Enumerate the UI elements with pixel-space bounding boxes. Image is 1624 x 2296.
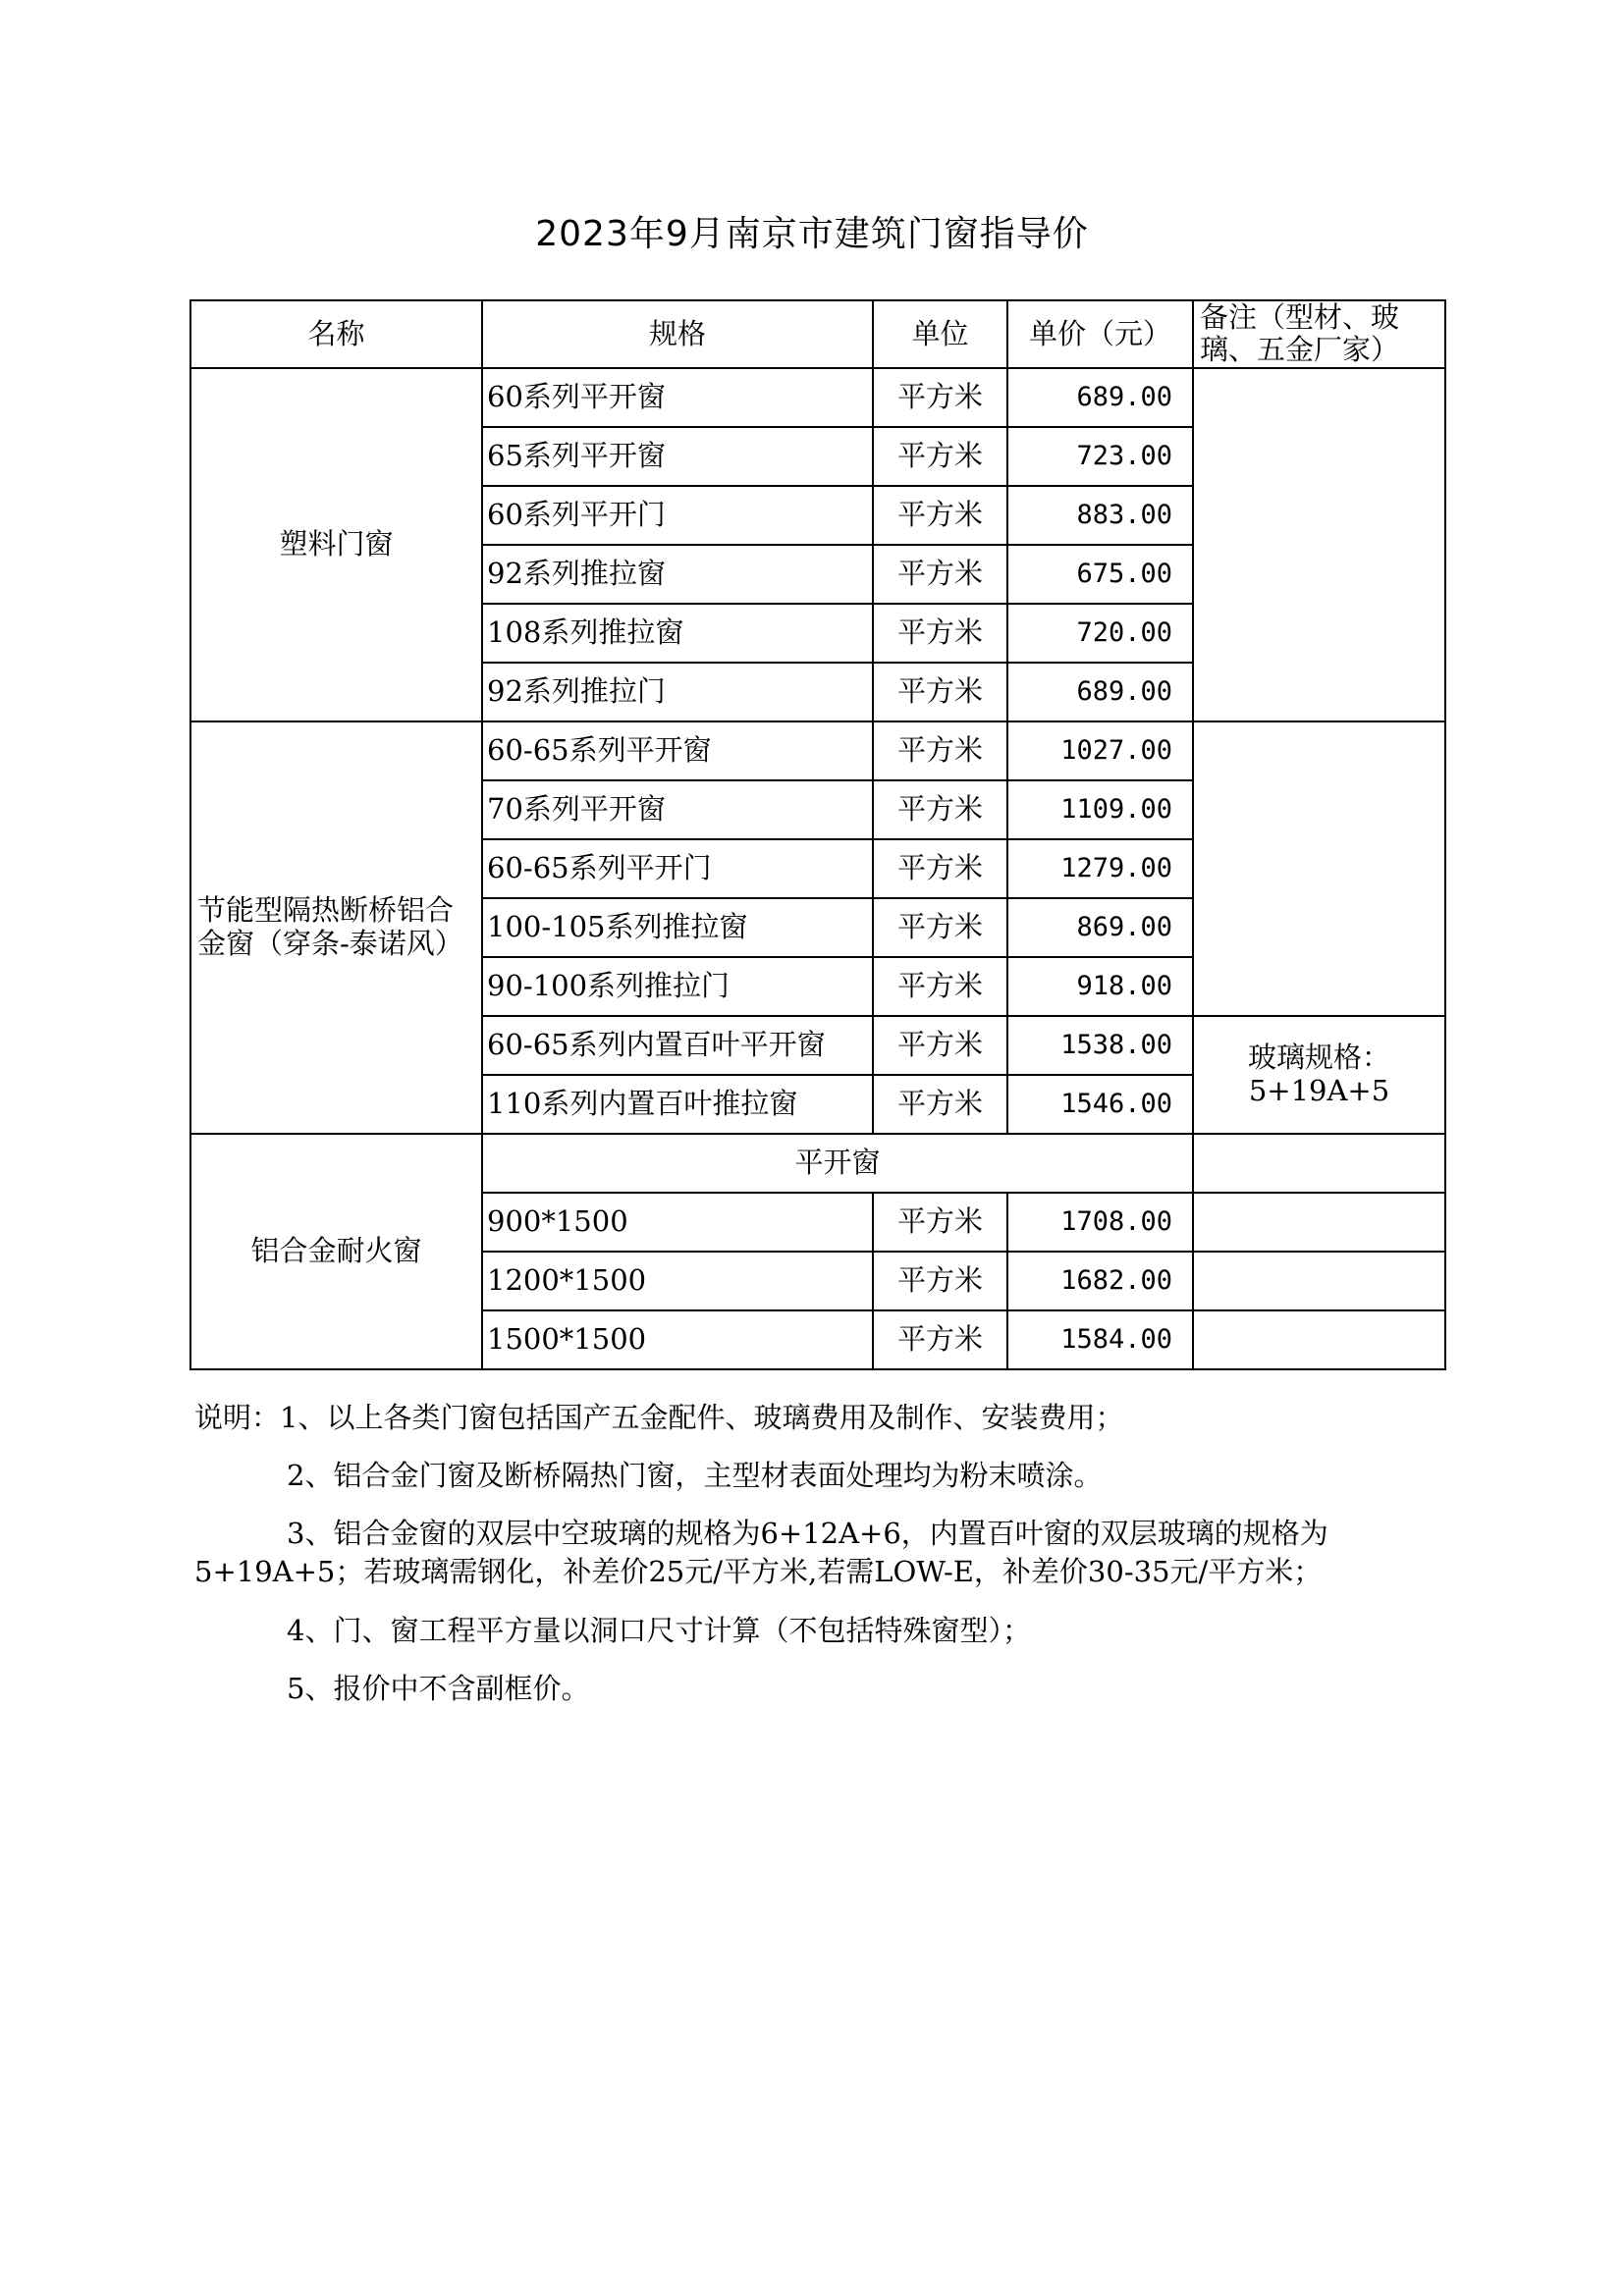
- price-cell: 689.00: [1007, 663, 1193, 721]
- group-name-thermal-break: 节能型隔热断桥铝合金窗（穿条-泰诺风）: [190, 721, 482, 1134]
- price-cell: 1027.00: [1007, 721, 1193, 780]
- note-cell-plastic: [1193, 368, 1445, 721]
- note-cell: [1193, 1252, 1445, 1310]
- note-cell: [1193, 1193, 1445, 1252]
- spec-cell: 90-100系列推拉门: [482, 957, 873, 1016]
- unit-cell: 平方米: [873, 604, 1007, 663]
- unit-cell: 平方米: [873, 368, 1007, 427]
- page-title: 2023年9月南京市建筑门窗指导价: [535, 214, 1089, 254]
- unit-cell: 平方米: [873, 780, 1007, 839]
- price-cell: 883.00: [1007, 486, 1193, 545]
- spec-cell: 110系列内置百叶推拉窗: [482, 1075, 873, 1134]
- unit-cell: 平方米: [873, 486, 1007, 545]
- note-line: 3、铝合金窗的双层中空玻璃的规格为6+12A+6，内置百叶窗的双层玻璃的规格为: [287, 1517, 1328, 1551]
- price-cell: 869.00: [1007, 898, 1193, 957]
- note-cell: [1193, 1310, 1445, 1369]
- spec-cell: 60系列平开门: [482, 486, 873, 545]
- group-name-fireproof: 铝合金耐火窗: [190, 1134, 482, 1369]
- spec-cell: 60-65系列平开门: [482, 839, 873, 898]
- spec-cell: 65系列平开窗: [482, 427, 873, 486]
- group-name-plastic: 塑料门窗: [190, 368, 482, 721]
- spec-cell: 1500*1500: [482, 1310, 873, 1369]
- unit-cell: 平方米: [873, 1193, 1007, 1252]
- explanation-notes: [194, 1399, 1451, 1728]
- price-cell: 1682.00: [1007, 1252, 1193, 1310]
- table-row: [190, 368, 1445, 427]
- price-cell: 720.00: [1007, 604, 1193, 663]
- header-unit: 单位: [873, 300, 1007, 368]
- header-price: 单价（元）: [1007, 300, 1193, 368]
- note-line: 4、门、窗工程平方量以洞口尺寸计算（不包括特殊窗型）；: [287, 1613, 1031, 1647]
- unit-cell: 平方米: [873, 1310, 1007, 1369]
- table-row: [190, 721, 1445, 780]
- unit-cell: 平方米: [873, 957, 1007, 1016]
- spec-cell: 60-65系列平开窗: [482, 721, 873, 780]
- unit-cell: 平方米: [873, 721, 1007, 780]
- price-cell: 1109.00: [1007, 780, 1193, 839]
- spec-cell: 70系列平开窗: [482, 780, 873, 839]
- note-line: 说明：1、以上各类门窗包括国产五金配件、玻璃费用及制作、安装费用；: [194, 1401, 1124, 1434]
- unit-cell: 平方米: [873, 1075, 1007, 1134]
- spec-cell: 1200*1500: [482, 1252, 873, 1310]
- note-cell: [1193, 1134, 1445, 1193]
- price-cell: 1538.00: [1007, 1016, 1193, 1075]
- note-line: 5、报价中不含副框价。: [287, 1671, 590, 1705]
- unit-cell: 平方米: [873, 1016, 1007, 1075]
- header-spec: 规格: [482, 300, 873, 368]
- spec-cell: 60-65系列内置百叶平开窗: [482, 1016, 873, 1075]
- unit-cell: 平方米: [873, 545, 1007, 604]
- price-cell: 723.00: [1007, 427, 1193, 486]
- price-cell: 675.00: [1007, 545, 1193, 604]
- note-line: 5+19A+5；若玻璃需钢化，补差价25元/平方米,若需LOW-E，补差价30-35元/平方米；: [194, 1555, 1323, 1589]
- note-cell-thermal: [1193, 721, 1445, 1016]
- price-table: [189, 299, 1446, 1370]
- price-cell: 1546.00: [1007, 1075, 1193, 1134]
- price-cell: 1708.00: [1007, 1193, 1193, 1252]
- spec-cell: 92系列推拉窗: [482, 545, 873, 604]
- spec-cell: 100-105系列推拉窗: [482, 898, 873, 957]
- price-cell: 918.00: [1007, 957, 1193, 1016]
- subheader-casement: 平开窗: [482, 1134, 1193, 1193]
- price-cell: 1279.00: [1007, 839, 1193, 898]
- table-header-row: [190, 300, 1445, 368]
- header-note: 备注（型材、玻璃、五金厂家）: [1193, 300, 1445, 368]
- unit-cell: 平方米: [873, 898, 1007, 957]
- header-name: 名称: [190, 300, 482, 368]
- unit-cell: 平方米: [873, 427, 1007, 486]
- spec-cell: 900*1500: [482, 1193, 873, 1252]
- spec-cell: 92系列推拉门: [482, 663, 873, 721]
- price-cell: 1584.00: [1007, 1310, 1193, 1369]
- table-row: [190, 1134, 1445, 1193]
- note-line: 2、铝合金门窗及断桥隔热门窗，主型材表面处理均为粉末喷涂。: [287, 1459, 1103, 1493]
- glass-spec-note: 玻璃规格：5+19A+5: [1193, 1016, 1445, 1134]
- spec-cell: 108系列推拉窗: [482, 604, 873, 663]
- spec-cell: 60系列平开窗: [482, 368, 873, 427]
- unit-cell: 平方米: [873, 839, 1007, 898]
- unit-cell: 平方米: [873, 1252, 1007, 1310]
- unit-cell: 平方米: [873, 663, 1007, 721]
- price-cell: 689.00: [1007, 368, 1193, 427]
